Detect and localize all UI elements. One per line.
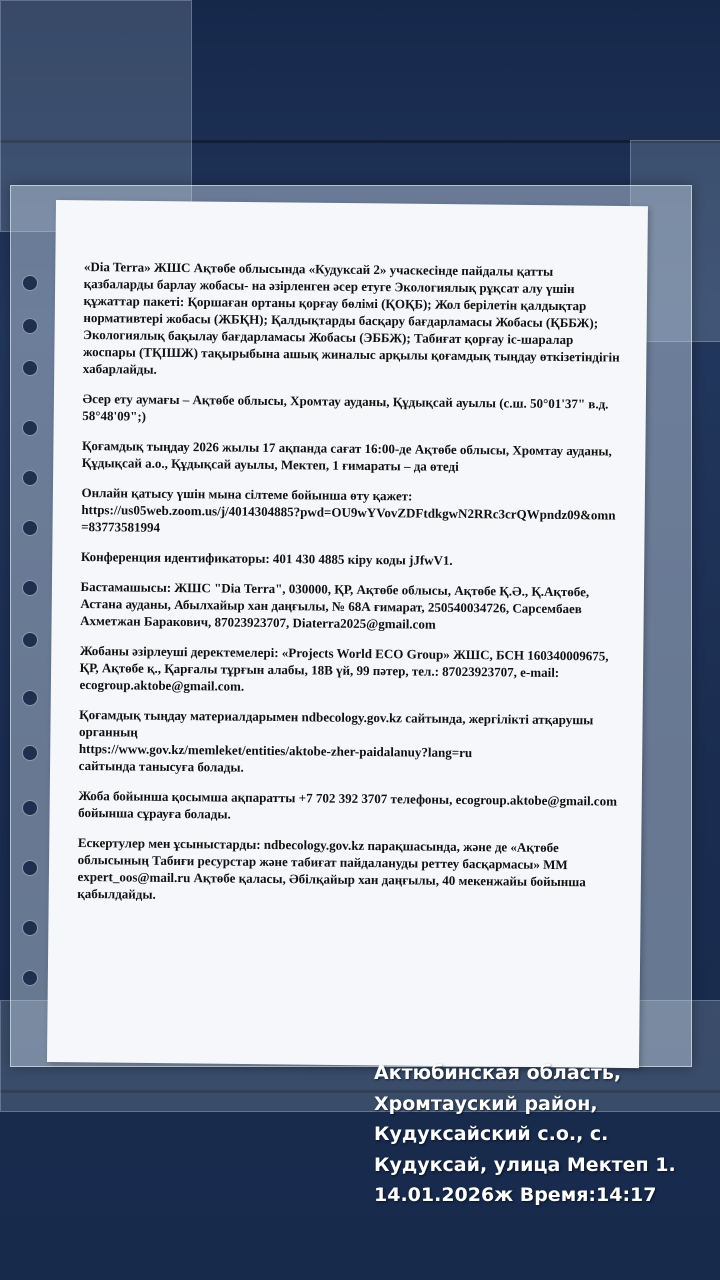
materials-text: Қоғамдық тыңдау материалдарымен ndbecology.gov.kz сайтында, жергілікті атқарушы органның <box>78 706 594 740</box>
punch-hole <box>22 920 38 936</box>
punch-hole <box>22 275 38 291</box>
punch-hole <box>22 360 38 376</box>
notice-remarks: Ескертулер мен ұсыныстарды: ndbecology.gov.kz парақшасында, және де «Ақтөбе облысының Табиғи ресурстар және табиғат пайдалануды реттеу басқармасы» ММ expert_oos@mail.ru Ақтөбе қаласы, Әбілқайыр хан даңғылы, 40 мекенжайы бойынша қабылдайды. <box>77 834 586 902</box>
punch-hole <box>22 860 38 876</box>
punch-hole <box>22 520 38 536</box>
notice-hearing: Қоғамдық тыңдау 2026 жылы 17 ақпанда сағат 16:00-де Ақтөбе облысы, Хромтау ауданы, Құдықсай а.о., Құдықсай ауылы, Мектеп, 1 ғимараты – да өтеді <box>81 437 612 474</box>
notice-text <box>77 258 624 921</box>
stamp-line: Кудуксайский с.о., с. <box>374 1123 609 1145</box>
notice-materials <box>79 706 620 780</box>
notice-info: Жоба бойынша қосымша ақпаратты +7 702 392 3707 телефоны, ecogroup.aktobe@gmail.com бойынша сұрауға болады. <box>78 787 618 822</box>
punch-hole <box>22 318 38 334</box>
online-link: https://us05web.zoom.us/j/4014304885?pwd=OU9wYVovZDFtdkgwN2RRc3crQWpndz09&omn=83773581994 <box>81 501 616 535</box>
punch-hole <box>22 800 38 816</box>
location-timestamp <box>374 1058 714 1211</box>
punch-hole <box>22 580 38 596</box>
notice-area: Әсер ету аумағы – Ақтөбе облысы, Хромтау ауданы, Құдықсай ауылы (с.ш. 50°01'37" в.д. 58°48'09";) <box>82 390 609 424</box>
punch-hole <box>22 470 38 486</box>
notice-developer: Жобаны әзірлеуші деректемелері: «Projects World ECO Group» ЖШС, БСН 160340009675, ҚР, Ақтөбе қ., Қарғалы тұрғын алабы, 18В үй, 99 пәтер, тел.: 87023923707, e-mail: ecogroup.aktobe@gmail.com. <box>79 642 609 694</box>
materials-tail: сайтында танысуға болады. <box>78 757 244 775</box>
stamp-line: Кудуксай, улица Мектеп 1. <box>374 1153 676 1176</box>
notice-initiator: Бастамашысы: ЖШС "Dia Terra", 030000, ҚР, Ақтөбе облысы, Ақтөбе Қ.Ә., Қ.Ақтөбе, Астана ауданы, Абылхайыр хан даңғылы, № 68А ғимарат, 250540034726, Сарсембаев Ахметжан Баракович, 87023923707, Diaterra2025@gmail.com <box>80 578 590 632</box>
punch-hole <box>22 632 38 648</box>
stamp-line: 14.01.2026ж Время:14:17 <box>374 1184 657 1206</box>
punch-hole <box>22 420 38 436</box>
notice-conference: Конференция идентификаторы: 401 430 4885 кіру коды jJfwV1. <box>80 548 453 568</box>
stamp-line: Хромтауский район, <box>374 1092 598 1115</box>
stamp-line: Актюбинская область, <box>374 1062 622 1084</box>
online-label: Онлайн қатысу үшін мына сілтеме бойынша өту қажет: <box>81 484 413 504</box>
materials-link: https://www.gov.kz/memleket/entities/aktobe-zher-paidalanuy?lang=ru <box>78 740 473 761</box>
punch-hole <box>22 970 38 986</box>
notice-online <box>81 484 622 541</box>
punch-hole <box>22 745 38 761</box>
punch-hole <box>22 690 38 706</box>
notice-intro: «Dia Terra» ЖШС Ақтөбе облысында «Кудуксай 2» учаскесінде пайдалы қатты қазбаларды барлау жобасы- на әзірленген әсер етуге Экологиялық рұқсат алу үшін құжаттар пакеті: Қоршаған ортаны қорғау бөлімі (ҚОҚБ); Жол берілетін қалдықтар нормативтері жобасы (ЖБҚН); Қалдықтарды басқару бағдарламасы Жобасы (ҚББЖ); Экологиялық бақылау бағдарламасы Жобасы (ЭББЖ); Табиғат қорғау іс-шаралар жоспары (ТҚІШЖ) тақырыбына ашық жиналыс арқылы қоғамдық тыңдау өткізетіндігін хабарлайды. <box>82 258 620 377</box>
